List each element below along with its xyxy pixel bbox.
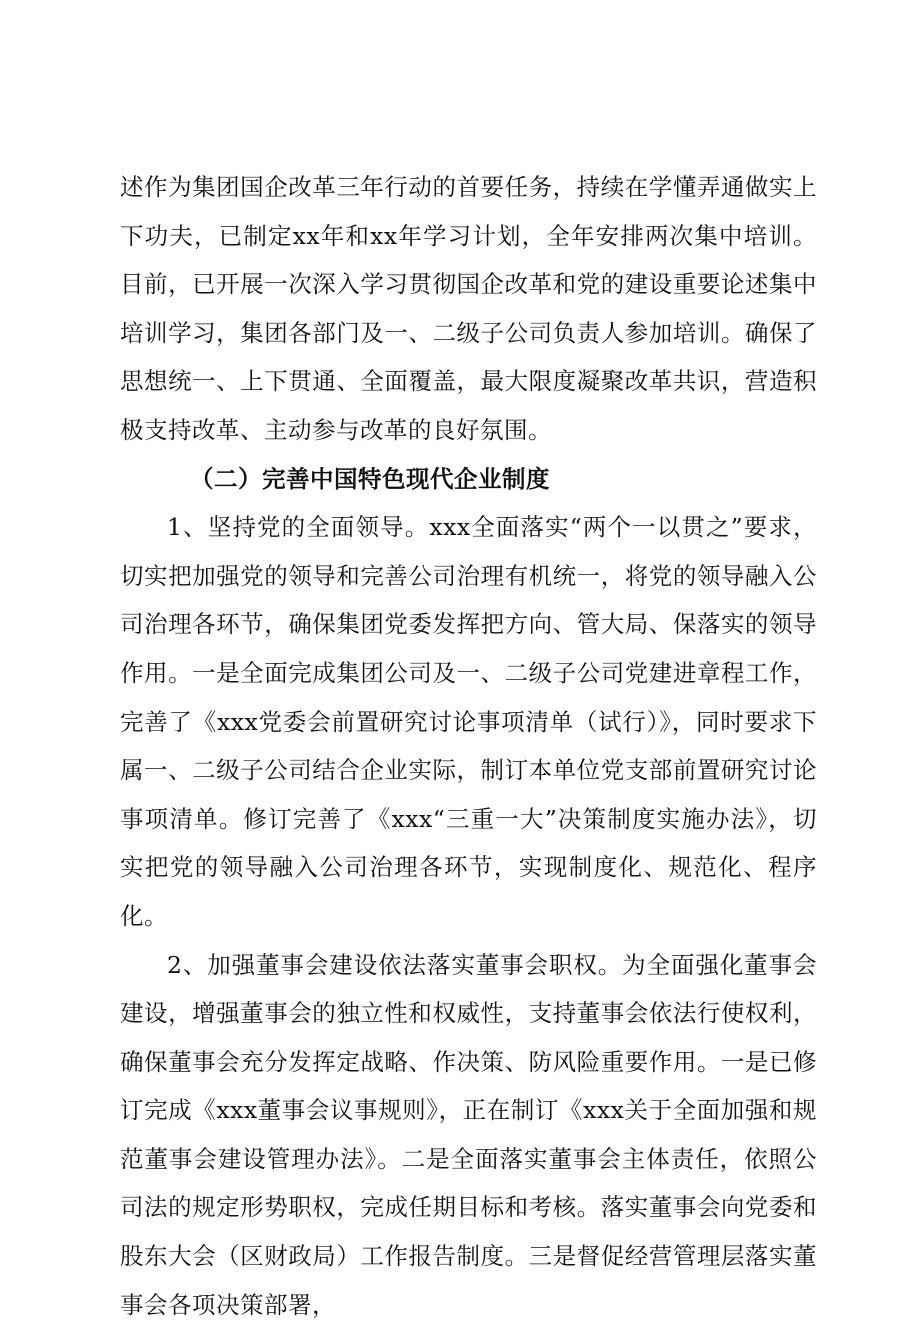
- document-body: [120, 163, 817, 1329]
- paragraph-2: 1、坚持党的全面领导。xxx全面落实“两个一以贯之”要求，切实把加强党的领导和完善公司治理有机统一，将党的领导融入公司治理各环节，确保集团党委发挥把方向、管大局、保落实的领导作用。一是全面完成集团公司及一、二级子公司党建进章程工作，完善了《xxx党委会前置研究讨论事项清单（试行）》，同时要求下属一、二级子公司结合企业实际，制订本单位党支部前置研究讨论事项清单。修订完善了《xxx“三重一大”决策制度实施办法》，切实把党的领导融入公司治理各环节，实现制度化、规范化、程序化。: [120, 503, 817, 940]
- paragraph-1: 述作为集团国企改革三年行动的首要任务，持续在学懂弄通做实上下功夫，已制定xx年和xx年学习计划，全年安排两次集中培训。目前，已开展一次深入学习贯彻国企改革和党的建设重要论述集中培训学习，集团各部门及一、二级子公司负责人参加培训。确保了思想统一、上下贯通、全面覆盖，最大限度凝聚改革共识，营造积极支持改革、主动参与改革的良好氛围。: [120, 163, 817, 455]
- section-heading: （二）完善中国特色现代企业制度: [120, 455, 817, 504]
- paragraph-3: 2、加强董事会建设依法落实董事会职权。为全面强化董事会建设，增强董事会的独立性和权威性，支持董事会依法行使权利，确保董事会充分发挥定战略、作决策、防风险重要作用。一是已修订完成《xxx董事会议事规则》，正在制订《xxx关于全面加强和规范董事会建设管理办法》。二是全面落实董事会主体责任，依照公司法的规定形势职权，完成任期目标和考核。落实董事会向党委和股东大会（区财政局）工作报告制度。三是督促经营管理层落实董事会各项决策部署，: [120, 941, 817, 1329]
